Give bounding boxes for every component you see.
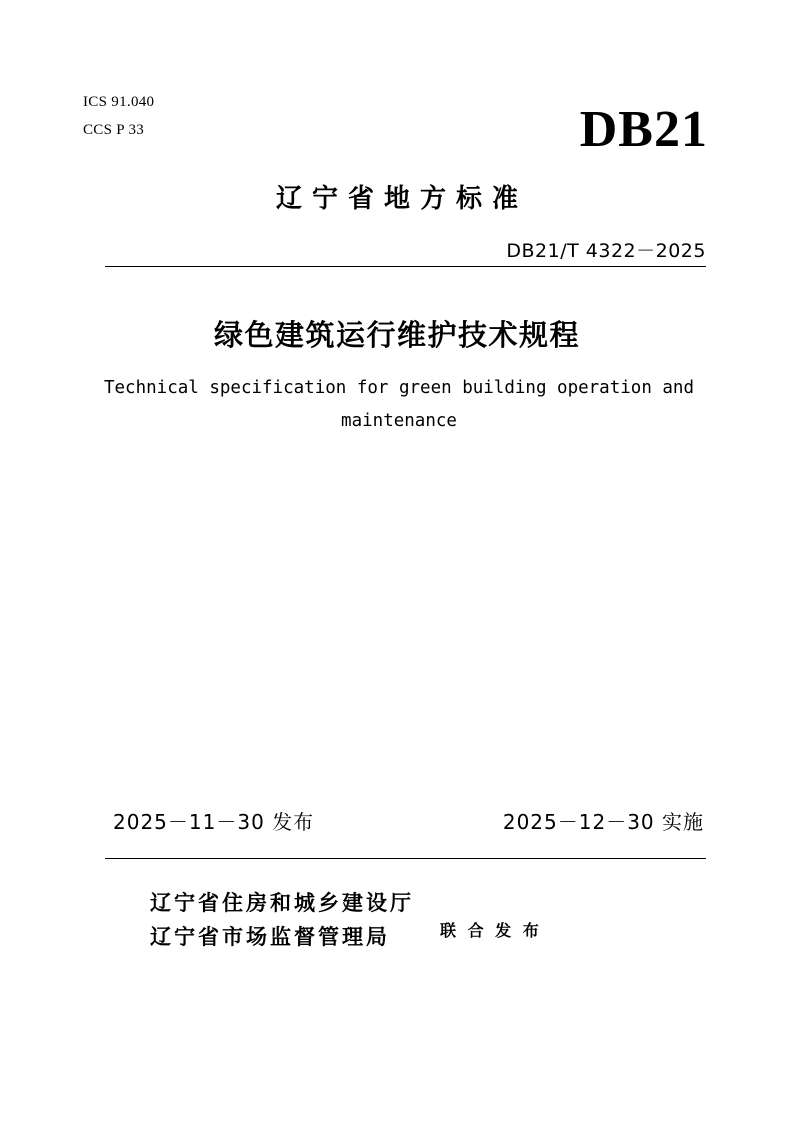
document-title-english-line2: maintenance — [341, 411, 457, 431]
standard-number: DB21/T 4322－2025 — [506, 240, 706, 262]
divider-top — [105, 266, 706, 267]
ccs-code: CCS P 33 — [83, 122, 145, 138]
standard-mark-db21: DB21 — [579, 101, 708, 158]
dates-row — [105, 806, 706, 835]
document-title-chinese: 绿色建筑运行维护技术规程 — [213, 318, 580, 352]
issuer-names — [150, 886, 414, 954]
effective-date: 2025－12－30 实施 — [502, 810, 704, 834]
divider-bottom — [105, 858, 706, 859]
document-title-english — [88, 372, 710, 438]
joint-release-label: 联 合 发 布 — [440, 920, 542, 940]
issuer-line-1: 辽宁省住房和城乡建设厅 — [150, 891, 414, 915]
issuing-authorities — [150, 886, 542, 954]
ics-code: ICS 91.040 — [83, 94, 155, 110]
issuer-line-2: 辽宁省市场监督管理局 — [150, 925, 390, 949]
release-date: 2025－11－30 发布 — [113, 810, 315, 834]
series-title: 辽宁省地方标准 — [275, 184, 528, 214]
classification-codes — [83, 88, 154, 144]
document-title-english-line1: Technical specification for green building operation and — [103, 378, 694, 398]
